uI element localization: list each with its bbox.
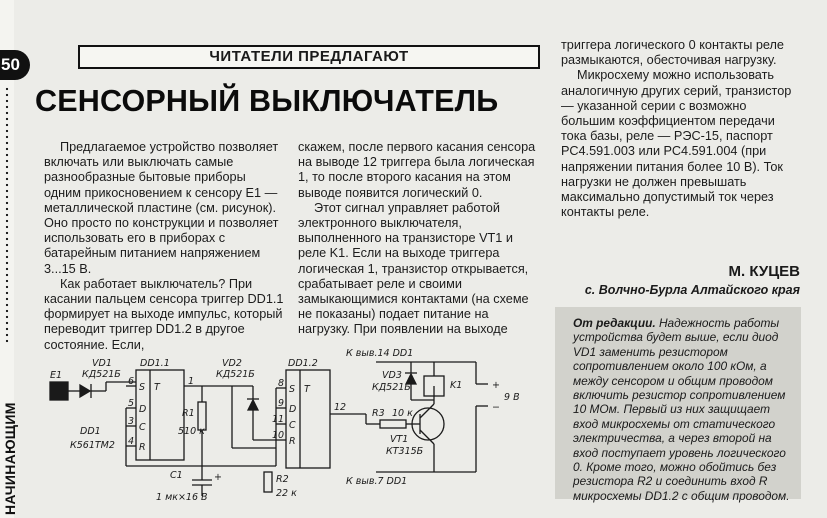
paragraph: Предлагаемое устройство позволяет включать или выключать самые разнообразные бытовые приборы одним прикосновением к сенсору E1 — металлической пластине (см. рисунок). Оно просто по конструкции и позволяет использовать его в приборах с батарейным питанием напряжением 3...15 В. xyxy=(44,140,279,276)
label-plus: + xyxy=(214,472,222,483)
article-column-1 xyxy=(44,140,284,353)
label-dd1-1: DD1.1 xyxy=(140,358,170,369)
label-pin-s2: S xyxy=(289,384,296,395)
label-r2-value: 22 к xyxy=(276,488,297,499)
label-pin-s: S xyxy=(139,382,146,393)
editor-note xyxy=(555,307,801,503)
vd2-diode-symbol xyxy=(248,400,258,410)
label-supply-minus: − xyxy=(492,402,500,413)
label-dd1-2: DD1.2 xyxy=(288,358,318,369)
paragraph: триггера логического 0 контакты реле размыкаются, обесточивая нагрузку. xyxy=(561,38,784,68)
label-vd3: VD3 xyxy=(382,370,402,381)
label-supply-voltage: 9 В xyxy=(504,392,520,403)
label-r3-value: 10 к xyxy=(392,408,413,419)
label-dd1-type: К561ТМ2 xyxy=(70,440,115,451)
paragraph: Микросхему можно использовать аналогичную других серий, транзистор — указанной серии с возможно большим коэффициентом передачи тока базы, реле — РЭС-15, паспорт РС4.591.003 или РС4.591.004 (при напряжении питания более 10 В). Ток нагрузки не должен превышать максимально допустимый ток через контакты реле. xyxy=(561,68,792,220)
label-vd2: VD2 xyxy=(222,358,242,369)
label-vd1: VD1 xyxy=(92,358,112,369)
label-pin-r: R xyxy=(139,442,146,453)
circuit-schematic xyxy=(36,344,556,504)
label-pin7: К выв.7 DD1 xyxy=(346,476,408,487)
label-c1-value: 1 мк×16 В xyxy=(156,492,208,503)
r3-resistor-symbol xyxy=(380,420,406,428)
label-e1: E1 xyxy=(50,370,63,381)
editor-note-text: Надежность работы устройства будет выше, если диод VD1 заменить резистором сопротивлением около 100 кОм, а между сенсором и общим проводом включить резистор сопротивлением 10 МОм. Первый из них защищает вход микросхемы от статического электричества, а через второй на вход поступает уровень логического 0. Кроме того, можно обойтись без резистора R2 и соединить вход R микросхемы DD1.2 с общим проводом. xyxy=(573,316,790,503)
label-pin-c2: C xyxy=(289,420,296,431)
label-r1: R1 xyxy=(182,408,195,419)
author-location: с. Волчно-Бурла Алтайского края xyxy=(584,283,800,297)
vd1-diode-symbol xyxy=(80,385,90,397)
label-pin-r2: R xyxy=(289,436,296,447)
sensor-e1-plate xyxy=(50,382,68,400)
label-pin-d2: D xyxy=(289,404,297,415)
r2-resistor-symbol xyxy=(264,472,272,492)
section-label: НАЧИНАЮЩИМ xyxy=(2,402,18,515)
author-name: М. КУЦЕВ xyxy=(728,263,800,280)
label-vd3-type: КД521Б xyxy=(372,382,411,393)
label-vt1-type: КТ315Б xyxy=(386,446,424,457)
label-pin-8: 8 xyxy=(278,378,285,389)
label-vd1-type: КД521Б xyxy=(82,369,121,380)
label-pin-d: D xyxy=(139,404,147,415)
paragraph: Этот сигнал управляет работой электронного выключателя, выполненного на транзисторе VT1 и реле K1. Если на выходе триггера логическая 1, транзистор открывается, срабатывает реле и своими замыкающимися контактами (на схеме не показаны) подает питание на нагрузку. При появлении на выходе xyxy=(298,200,529,337)
label-pin-t2: T xyxy=(304,384,310,395)
editor-note-label: От редакции. xyxy=(573,316,656,330)
label-r3: R3 xyxy=(372,408,385,419)
label-r2: R2 xyxy=(276,474,289,485)
label-k1: K1 xyxy=(450,380,463,391)
label-vt1: VT1 xyxy=(390,434,409,445)
label-pin-3: 3 xyxy=(128,416,135,427)
article-column-2 xyxy=(298,140,544,338)
label-pin-6: 6 xyxy=(128,376,135,387)
article-headline: СЕНСОРНЫЙ ВЫКЛЮЧАТЕЛЬ xyxy=(35,84,499,118)
label-pin-4: 4 xyxy=(128,436,135,447)
paragraph: скажем, после первого касания сенсора на выводе 12 триггера была логическая 1, то после второго касания на этом выводе появится логический 0. xyxy=(298,140,536,200)
label-supply-plus: + xyxy=(492,380,500,391)
page-number: 50 xyxy=(0,50,30,80)
label-pin-10: 10 xyxy=(272,430,285,441)
dotted-margin-rule xyxy=(5,86,9,344)
label-pin-1: 1 xyxy=(188,376,195,387)
label-vd2-type: КД521Б xyxy=(216,369,255,380)
label-pin-9: 9 xyxy=(278,398,285,409)
label-c1: C1 xyxy=(170,470,183,481)
label-pin14: К выв.14 DD1 xyxy=(346,348,414,359)
article-column-3 xyxy=(561,38,801,220)
rubric-title: ЧИТАТЕЛИ ПРЕДЛАГАЮТ xyxy=(78,45,540,69)
label-pin-11: 11 xyxy=(272,414,285,425)
label-pin-c: C xyxy=(139,422,146,433)
paragraph: Как работает выключатель? При касании пальцем сенсора триггер DD1.1 формирует на выходе импульс, который переводит триггер DD1.2 в другое состояние. Если, xyxy=(44,276,284,352)
label-pin-t: T xyxy=(154,382,160,393)
label-pin-5: 5 xyxy=(128,398,135,409)
label-r1-value: 510 к xyxy=(178,426,205,437)
label-pin-12: 12 xyxy=(334,402,347,413)
label-dd1: DD1 xyxy=(80,426,101,437)
